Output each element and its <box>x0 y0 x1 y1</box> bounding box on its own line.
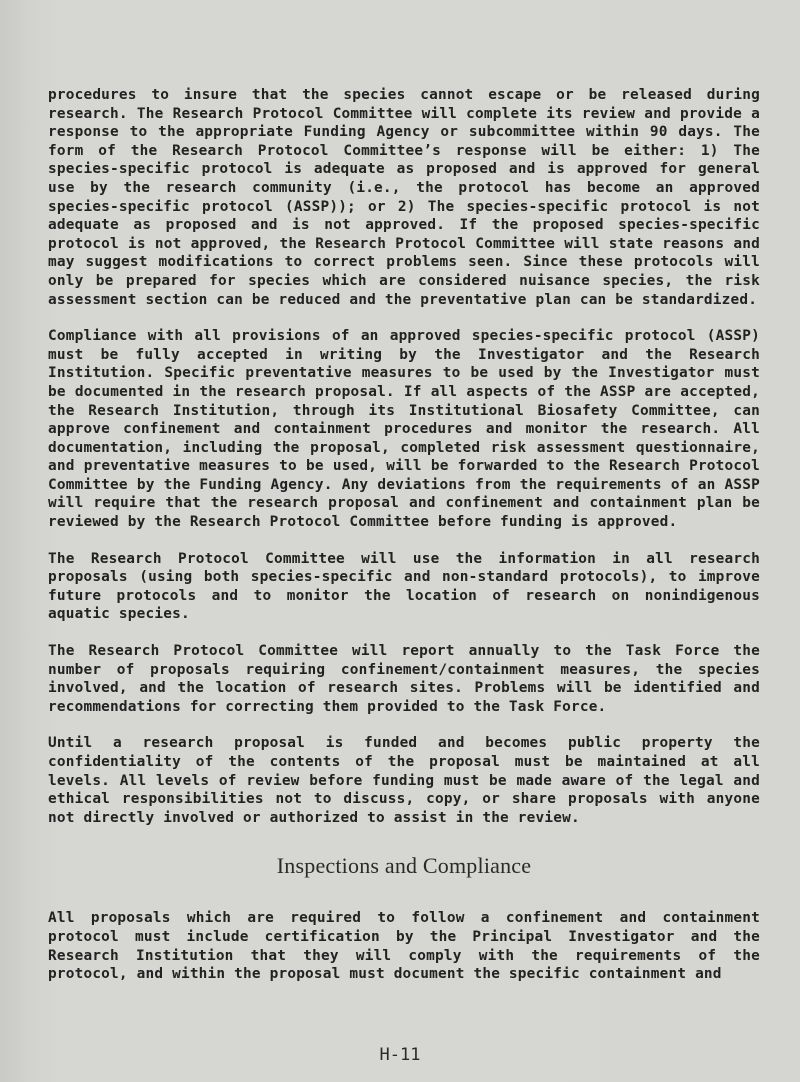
paragraph-review-process: procedures to insure that the species cannot escape or be released during research. The Research Protocol Committee will complete its review and provide a response to the appropriate Funding Agency or subcommittee within 90 days. The form of the Research Protocol Committee’s response will be either: 1) The species-specific protocol is adequate as proposed and is approved for general use by the research community (i.e., the protocol has become an approved species-specific protocol (ASSP)); or 2) The species-specific protocol is not adequate as proposed and is not approved. If the proposed species-specific protocol is not approved, the Research Protocol Committee will state reasons and may suggest modifications to correct problems seen. Since these protocols will only be prepared for species which are considered nuisance species, the risk assessment section can be reduced and the preventative plan can be standardized. <box>48 87 760 308</box>
paragraph-information-use: The Research Protocol Committee will use the information in all research proposals (using both species-specific and non-standard protocols), to improve future protocols and to monitor the location of research on nonindigenous aquatic species. <box>48 550 760 623</box>
paragraph-inspections: All proposals which are required to follow a confinement and containment protocol must include certification by the Principal Investigator and the Research Institution that they will comply with the requirements of the protocol, and within the proposal must document the specific containment and <box>48 910 760 983</box>
section-heading: Inspections and Compliance <box>276 853 532 879</box>
paragraph-compliance-assp: Compliance with all provisions of an approved species-specific protocol (ASSP) must be fully accepted in writing by the Investigator and the Research Institution. Specific preventative measures to be used by the Investigator must be documented in the research proposal. If all aspects of the ASSP are accepted, the Research Institution, through its Institutional Biosafety Committee, can approve confinement and containment procedures and monitor the research. All documentation, including the proposal, completed risk assessment questionnaire, and preventative measures to be used, will be forwarded to the Research Protocol Committee by the Funding Agency. Any deviations from the requirements of an ASSP will require that the research proposal and confinement and containment plan be reviewed by the Research Protocol Committee before funding is approved. <box>48 328 760 531</box>
paragraph-confidentiality: Until a research proposal is funded and becomes public property the confidentiality of the contents of the proposal must be maintained at all levels. All levels of review before funding must be made aware of the legal and ethical responsibilities not to discuss, copy, or share proposals with anyone not directly involved or authorized to assist in the review. <box>48 735 760 826</box>
page-number: H-11 <box>379 1045 421 1065</box>
document-body <box>48 86 760 984</box>
paragraph-annual-report: The Research Protocol Committee will report annually to the Task Force the number of proposals requiring confinement/containment measures, the species involved, and the location of research sites. Problems will be identified and recommendations for correcting them provided to the Task Force. <box>48 643 760 715</box>
